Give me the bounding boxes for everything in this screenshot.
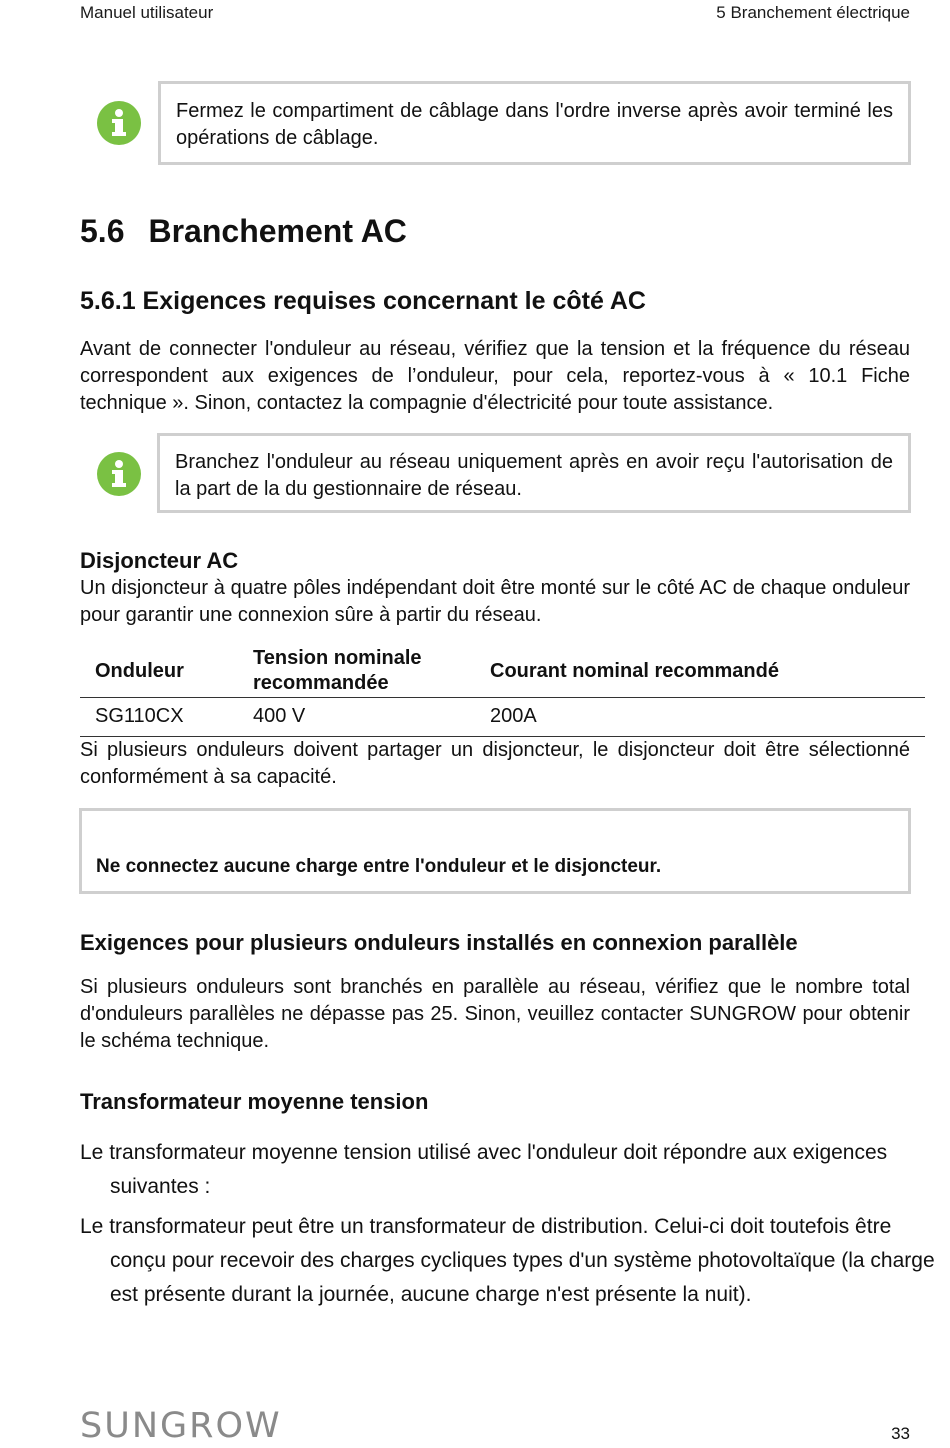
section-title: Branchement AC (148, 213, 407, 249)
warning-note (79, 808, 911, 894)
table-cell: SG110CX (95, 705, 184, 727)
table-cell: 200A (490, 705, 537, 727)
table-cell: 400 V (253, 705, 306, 727)
breaker-text: Un disjoncteur à quatre pôles indépendant doit être monté sur le côté AC de chaque onduleur pour garantir une connexion sûre à partir du réseau. (80, 577, 910, 626)
info-icon (97, 101, 141, 145)
breaker-after-text: Si plusieurs onduleurs doivent partager un disjoncteur, le disjoncteur doit être sélectionné conformément à sa capacité. (80, 739, 910, 788)
subsection-title: 5.6.1 Exigences requises concernant le côté AC (80, 287, 646, 315)
running-header-left: Manuel utilisateur (80, 3, 214, 22)
running-header-right: 5 Branchement électrique (716, 3, 910, 22)
subsection-intro: Avant de connecter l'onduleur au réseau, vérifiez que la tension et la fréquence du réseau correspondent aux exigences de l’onduleur, pour cela, reportez-vous à « 10.1 Fiche technique ». Sinon, contactez la compagnie d'électricité pour toute assistance. (80, 338, 910, 414)
table-header-rule (80, 697, 925, 698)
section-number: 5.6 (80, 213, 125, 249)
info-icon (97, 452, 141, 496)
table-header-cell: Courant nominal recommandé (490, 660, 779, 682)
warning-note-text: Ne connectez aucune charge entre l'onduleur et le disjoncteur. (96, 856, 662, 877)
transformer-title: Transformateur moyenne tension (80, 1089, 429, 1114)
breaker-table (80, 646, 925, 737)
parallel-text: Si plusieurs onduleurs sont branchés en parallèle au réseau, vérifiez que le nombre total d'onduleurs parallèles ne dépasse pas 25. Sinon, veuillez contacter SUNGROW pour obtenir le schéma technique. (80, 976, 910, 1052)
transformer-para: Le transformateur moyenne tension utilisé avec l'onduleur doit répondre aux exigences suivantes : (80, 1141, 888, 1198)
page-number: 33 (891, 1424, 910, 1443)
info-note (158, 81, 911, 165)
section-heading (80, 213, 407, 250)
sungrow-logo: SUNGROW (80, 1406, 282, 1446)
info-note (157, 433, 911, 513)
info-note-text: Fermez le compartiment de câblage dans l'ordre inverse après avoir terminé les opérations de câblage. (176, 100, 893, 149)
transformer-para: Le transformateur peut être un transformateur de distribution. Celui-ci doit toutefois être conçu pour recevoir des charges cycliques types d'un système photovoltaïque (la charge est présente durant la journée, aucune charge n'est présente la nuit). (80, 1215, 935, 1306)
table-header-cell: Tension nominale recommandée (253, 647, 422, 694)
breaker-title: Disjoncteur AC (80, 548, 239, 573)
info-note-text: Branchez l'onduleur au réseau uniquement après en avoir reçu l'autorisation de la part de la du gestionnaire de réseau. (175, 451, 893, 500)
parallel-title: Exigences pour plusieurs onduleurs installés en connexion parallèle (80, 930, 798, 955)
table-header-cell: Onduleur (95, 660, 184, 682)
